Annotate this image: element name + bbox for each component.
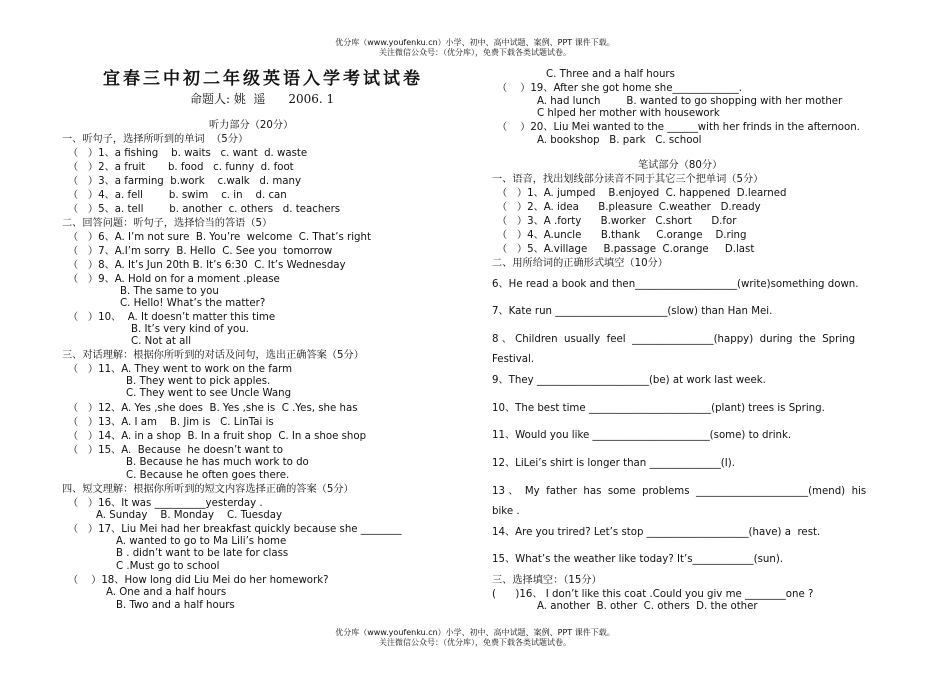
option-line: C .Must go to school bbox=[116, 561, 220, 572]
option-line: C. Hello! What’s the matter? bbox=[120, 298, 266, 309]
option-line: A. another B. other C. others D. the other bbox=[537, 601, 758, 612]
section-heading: 一、语音，找出划线部分读音不同于其它三个把单词（5分） bbox=[492, 174, 764, 185]
question-line: Festival. bbox=[492, 354, 535, 365]
option-line: A. One and a half hours bbox=[106, 587, 227, 598]
section-heading: 笔试部分（80分） bbox=[638, 160, 723, 171]
option-line: B. It’s very kind of you. bbox=[131, 324, 249, 335]
question-line: ( )16、 I don’t like this coat .Could you giv me ________one ? bbox=[492, 589, 814, 600]
question-line: 11、Would you like _______________________(some) to drink. bbox=[492, 430, 792, 441]
option-line: B. Because he has much work to do bbox=[126, 457, 309, 468]
exam-author: 命题人: 姚 遥 2006. 1 bbox=[190, 92, 335, 106]
exam-title: 宜春三中初二年级英语入学考试试卷 bbox=[103, 69, 423, 89]
footer-line: 关注微信公众号：（优分库），免费下载各类试题试卷。 bbox=[379, 638, 571, 647]
question-line: 12、LiLei’s shirt is longer than ______________(I). bbox=[492, 458, 736, 469]
section-heading: 四、短文理解：根据你所听到的短文内容选择正确的答案（5分） bbox=[62, 484, 354, 495]
question-line: 15、What’s the weather like today? It’s____________(sun). bbox=[492, 554, 784, 565]
question-line: bike . bbox=[492, 506, 520, 517]
question-line: （ ）10、 A. It doesn’t matter this time bbox=[68, 312, 276, 323]
option-line: C. Because he often goes there. bbox=[126, 470, 290, 481]
question-line: 7、Kate run ______________________(slow) than Han Mei. bbox=[492, 306, 773, 317]
question-line: （ ）5、a. tell b. another c. others d. teachers bbox=[68, 204, 341, 215]
section-heading: 三、选择填空：（15分） bbox=[492, 575, 602, 586]
section-heading: 听力部分（20分） bbox=[209, 120, 294, 131]
question-line: （ ）17、Liu Mei had her breakfast quickly because she ________ bbox=[68, 524, 402, 535]
question-line: （ ）5、A.village B.passage C.orange D.last bbox=[497, 244, 755, 255]
option-line: C hlped her mother with housework bbox=[537, 108, 720, 119]
question-line: 6、He read a book and then____________________(write)something down. bbox=[492, 279, 859, 290]
question-line: 8 、 Children usually feel ________________(happy) during the Spring bbox=[492, 334, 856, 345]
option-line: B . didn’t want to be late for class bbox=[116, 548, 289, 559]
question-line: （ ）15、A. Because he doesn’t want to bbox=[68, 445, 284, 456]
question-line: （ ）1、A. jumped B.enjoyed C. happened D.learned bbox=[497, 188, 787, 199]
option-line: C. They went to see Uncle Wang bbox=[126, 388, 292, 399]
question-line: （ ）8、A. It’s Jun 20th B. It’s 6:30 C. It’s Wednesday bbox=[68, 260, 346, 271]
footer-line: 优分库（www.youfenku.cn）小学、初中、高中试题、案例、PPT 课件下载。 bbox=[335, 628, 615, 637]
question-line: （ ）18、How long did Liu Mei do her homework? bbox=[68, 575, 329, 586]
header-line: 关注微信公众号：（优分库），免费下载各类试题试卷。 bbox=[379, 48, 571, 57]
section-heading: 三、对话理解：根据你所听到的对话及问句，选出正确答案（5分） bbox=[62, 350, 364, 361]
question-line: （ ）2、a fruit b. food c. funny d. foot bbox=[68, 162, 294, 173]
option-line: A. had lunch B. wanted to go shopping with her mother bbox=[537, 96, 843, 107]
question-line: （ ）20、Liu Mei wanted to the ______with her frinds in the afternoon. bbox=[497, 122, 860, 133]
question-line: （ ）4、a. fell b. swim c. in d. can bbox=[68, 190, 287, 201]
question-line: （ ）1、a fishing b. waits c. want d. waste bbox=[68, 148, 308, 159]
question-line: （ ）19、After she got home she_____________. bbox=[497, 83, 742, 94]
question-line: （ ）4、A.uncle B.thank C.orange D.ring bbox=[497, 230, 747, 241]
question-line: （ ）3、a farming b.work c.walk d. many bbox=[68, 176, 301, 187]
section-heading: 二、回答问题：听句子，选择恰当的答语（5） bbox=[62, 218, 273, 229]
option-line: B. They went to pick apples. bbox=[126, 376, 271, 387]
question-line: （ ）16、It was __________yesterday . bbox=[68, 498, 263, 509]
option-line: C. Three and a half hours bbox=[546, 69, 675, 80]
header-line: 优分库（www.youfenku.cn）小学、初中、高中试题、案例、PPT 课件下载。 bbox=[335, 38, 615, 47]
question-line: 14、Are you trired? Let’s stop ____________________(have) a rest. bbox=[492, 527, 821, 538]
question-line: （ ）9、A. Hold on for a moment .please bbox=[68, 274, 280, 285]
question-line: （ ）3、A .forty B.worker C.short D.for bbox=[497, 216, 737, 227]
question-line: （ ）6、A. I’m not sure B. You’re welcome C. That’s right bbox=[68, 232, 371, 243]
option-line: B. The same to you bbox=[120, 286, 219, 297]
question-line: （ ）12、A. Yes ,she does B. Yes ,she is C .Yes, she has bbox=[68, 403, 358, 414]
question-line: （ ）7、A.I’m sorry B. Hello C. See you tomorrow bbox=[68, 246, 333, 257]
option-line: C. Not at all bbox=[131, 336, 192, 347]
option-line: A. wanted to go to Ma Lili’s home bbox=[116, 536, 287, 547]
question-line: 13 、 My father has some problems ______________________(mend) his bbox=[492, 486, 867, 497]
question-line: 10、The best time ________________________(plant) trees is Spring. bbox=[492, 403, 825, 414]
section-heading: 一、听句子，选择所听到的单词 （5分） bbox=[62, 134, 249, 145]
section-heading: 二、用所给词的正确形式填空（10分） bbox=[492, 258, 668, 269]
question-line: 9、They ______________________(be) at work last week. bbox=[492, 375, 766, 386]
question-line: （ ）2、A. idea B.pleasure C.weather D.ready bbox=[497, 202, 761, 213]
question-line: （ ）14、A. in a shop B. In a fruit shop C. In a shoe shop bbox=[68, 431, 367, 442]
option-line: A. bookshop B. park C. school bbox=[537, 135, 702, 146]
question-line: （ ）11、A. They went to work on the farm bbox=[68, 364, 293, 375]
option-line: A. Sunday B. Monday C. Tuesday bbox=[96, 510, 283, 521]
question-line: （ ）13、A. I am B. Jim is C. LinTai is bbox=[68, 417, 274, 428]
option-line: B. Two and a half hours bbox=[116, 600, 235, 611]
